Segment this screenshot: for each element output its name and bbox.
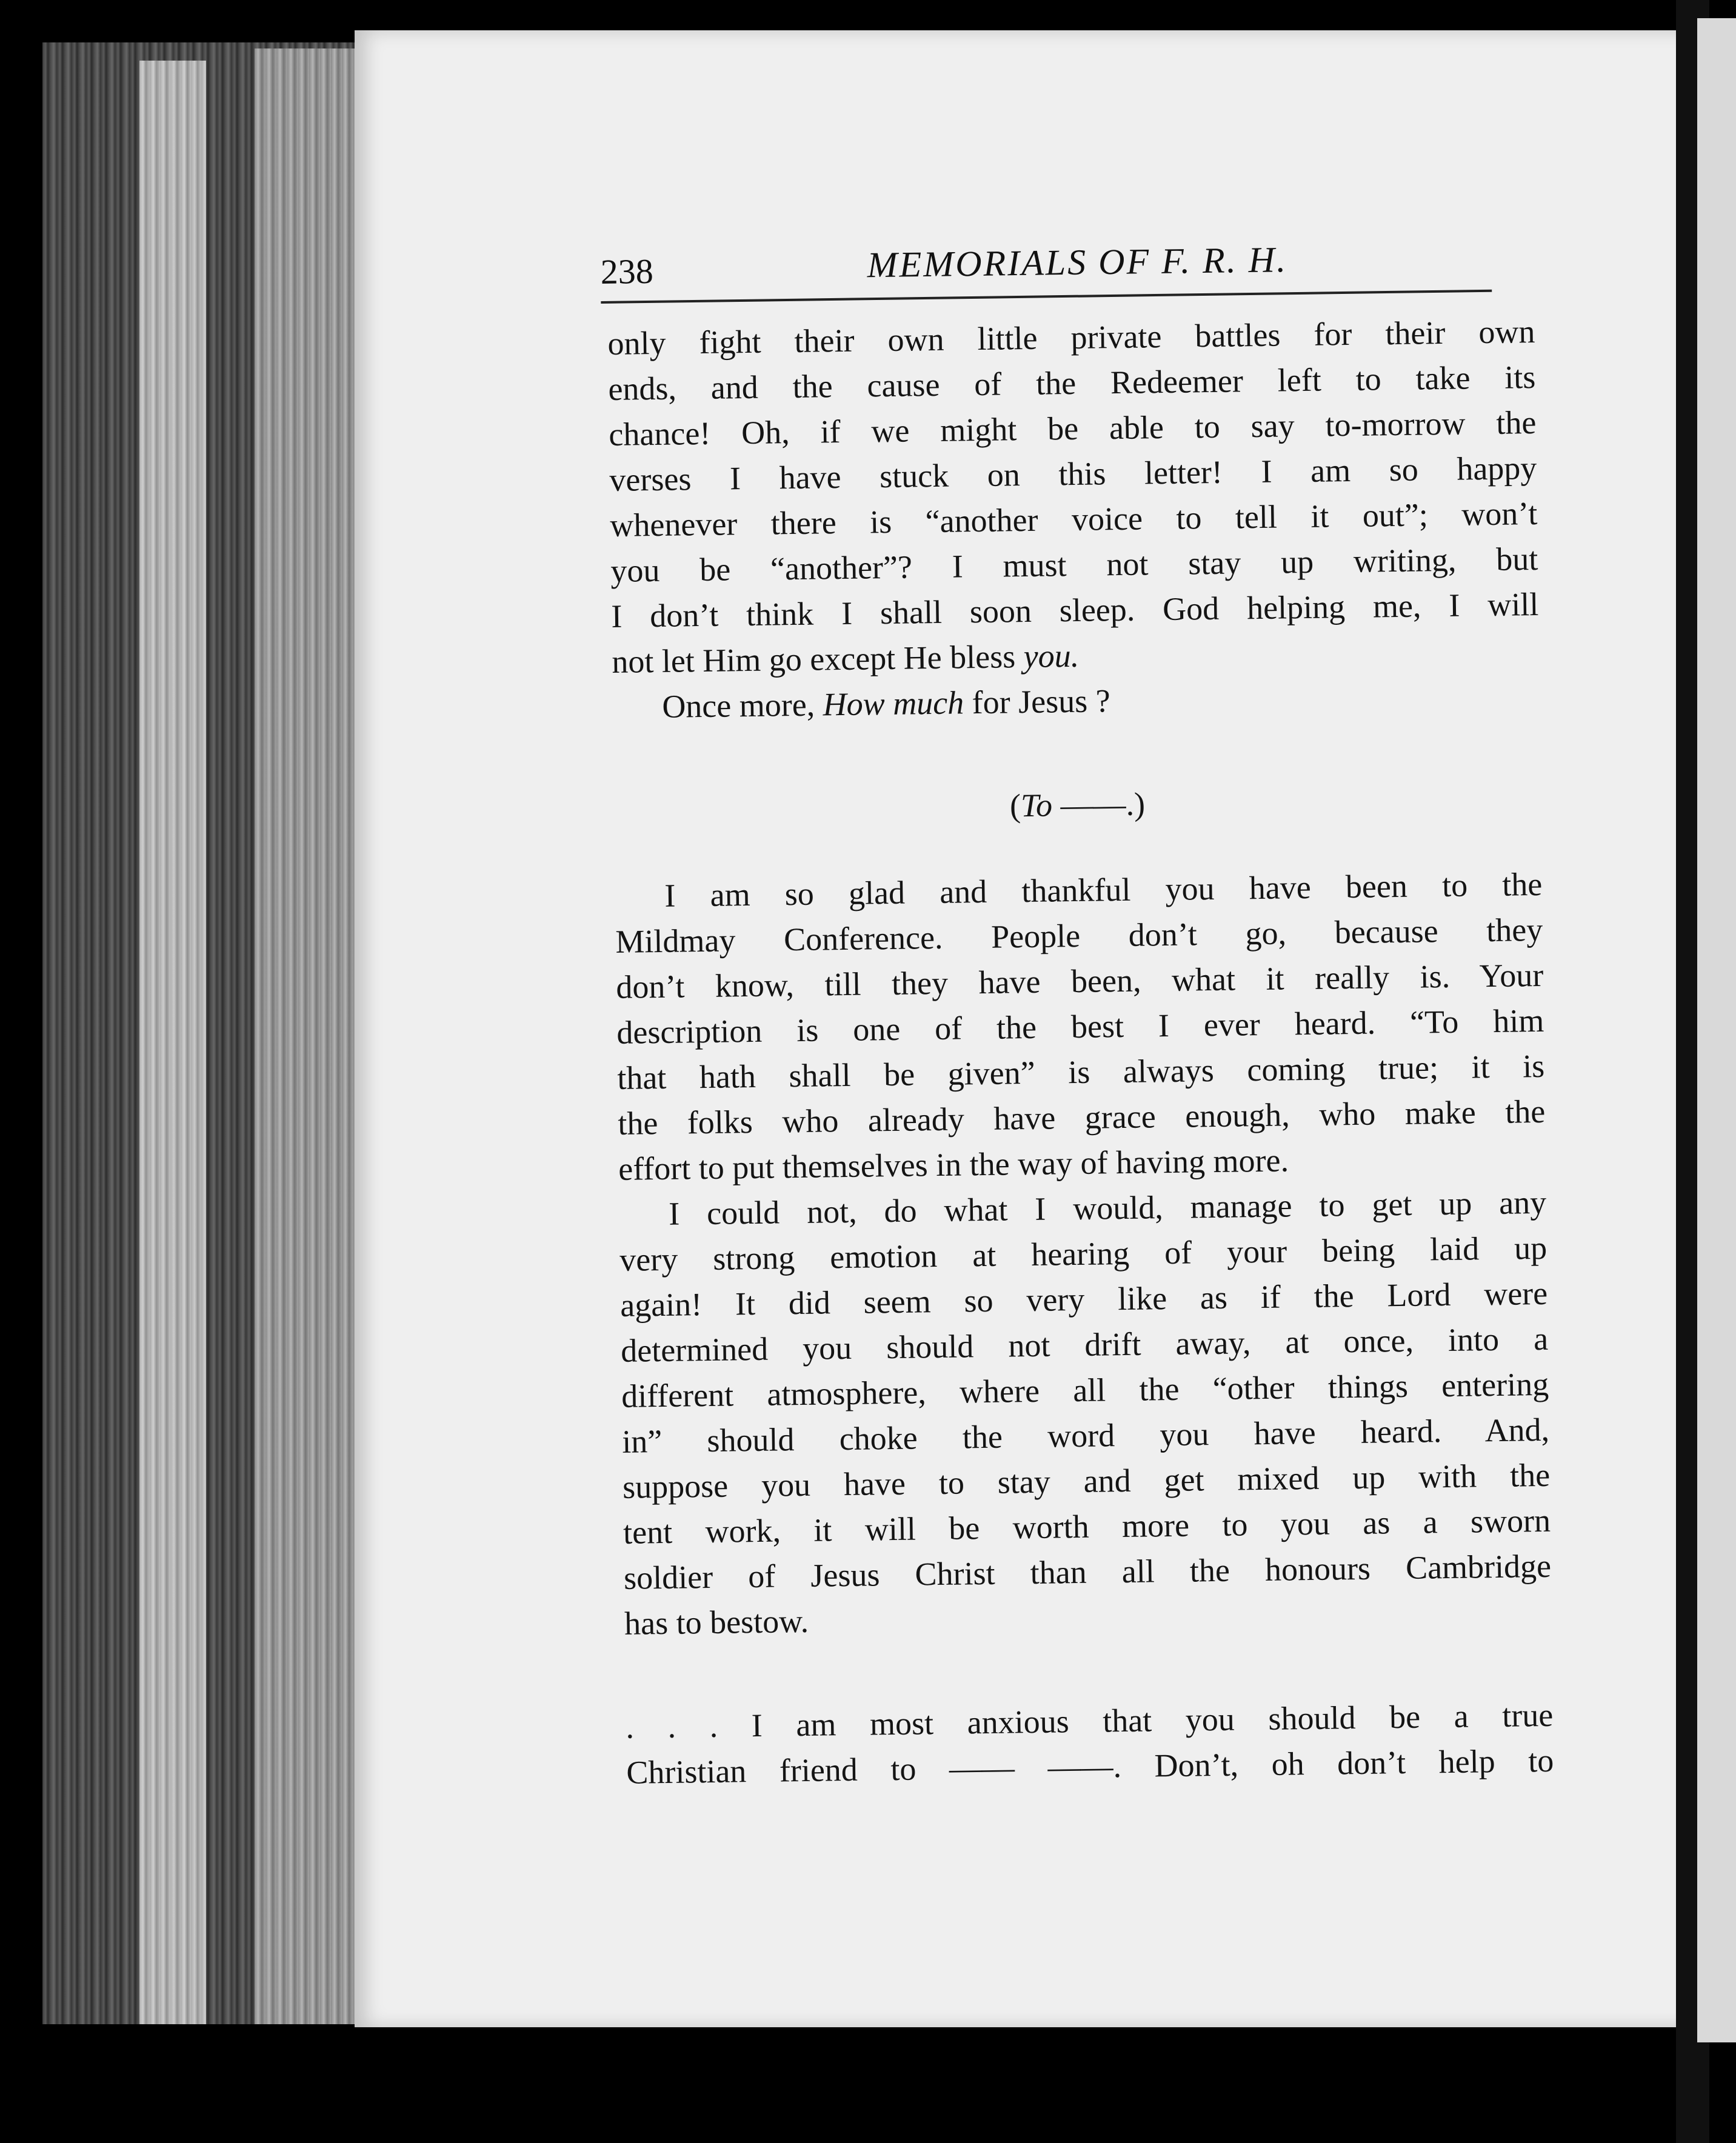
heading-paren: ( (1009, 787, 1021, 824)
text-line: I don’t think I shall soon sleep. God helping me, I will (610, 585, 1539, 635)
text-line: in” should choke the word you have heard. And, (621, 1411, 1550, 1460)
page-edges-inner (255, 48, 358, 2024)
text-line: the folks who already have grace enough, who make the (617, 1093, 1546, 1142)
text-line: I am so glad and thankful you have been to the (664, 865, 1543, 914)
text-run: for Jesus ? (963, 682, 1110, 721)
text-line: description is one of the best I ever heard. “To him (616, 1002, 1544, 1051)
heading-dash: ——.) (1052, 785, 1146, 824)
text-run: not let Him go except He bless (611, 638, 1024, 680)
text-line: only fight their own little private battles for their own (607, 313, 1535, 362)
text-line: don’t know, till they have been, what it really is. Your (615, 956, 1544, 1005)
text-line: very strong emotion at hearing of your being laid up (619, 1229, 1547, 1278)
text-line: that hath shall be given” is always coming true; it is (616, 1047, 1545, 1096)
heading-to: To (1020, 787, 1053, 824)
page-number: 238 (600, 251, 654, 292)
text-run: Once more, (661, 686, 824, 725)
text-line: chance! Oh, if we might be able to say to-morrow the (609, 404, 1537, 453)
text-line: . . . I am most anxious that you should be a true (625, 1696, 1554, 1745)
text-line: you be “another”? I must not stay up writing, but (610, 540, 1538, 589)
text-line: tent work, it will be worth more to you as a sworn (623, 1502, 1551, 1551)
text-line: I could not, do what I would, manage to get up any (668, 1184, 1547, 1232)
text-line: soldier of Jesus Christ than all the honours Cambridge (623, 1547, 1552, 1596)
letter-heading (613, 776, 1541, 834)
emphasis-you: you. (1023, 637, 1080, 675)
text-line: effort to put themselves in the way of having more. (618, 1142, 1289, 1187)
text-line: determined you should not drift away, at once, into a (620, 1320, 1549, 1369)
text-line: has to bestow. (624, 1602, 809, 1642)
text-line: again! It did seem so very like as if the Lord were (619, 1275, 1548, 1324)
page-edges-highlight (139, 61, 206, 2024)
facing-page-edge (1697, 18, 1736, 2042)
paragraph-mildmay (615, 862, 1546, 1192)
text-line: verses I have stuck on this letter! I am so happy (609, 449, 1537, 498)
text-line: ends, and the cause of the Redeemer left to take its (608, 358, 1536, 407)
paragraph-emotion (619, 1180, 1552, 1647)
text-line: suppose you have to stay and get mixed up with the (622, 1456, 1551, 1505)
text-line: Christian friend to —— ——. Don’t, oh don’t help to (626, 1742, 1554, 1791)
text-line: whenever there is “another voice to tell it out”; won’t (610, 495, 1538, 544)
text-line: Mildmay Conference. People don’t go, because they (615, 911, 1543, 960)
paragraph-continued (607, 309, 1540, 685)
running-head-title: MEMORIALS OF F. R. H. (867, 239, 1288, 285)
text-line: different atmosphere, where all the “other things entering (621, 1365, 1549, 1415)
paragraph-anxious (626, 1693, 1554, 1796)
emphasis-how-much: How much (823, 684, 964, 723)
body-text (607, 309, 1554, 1796)
